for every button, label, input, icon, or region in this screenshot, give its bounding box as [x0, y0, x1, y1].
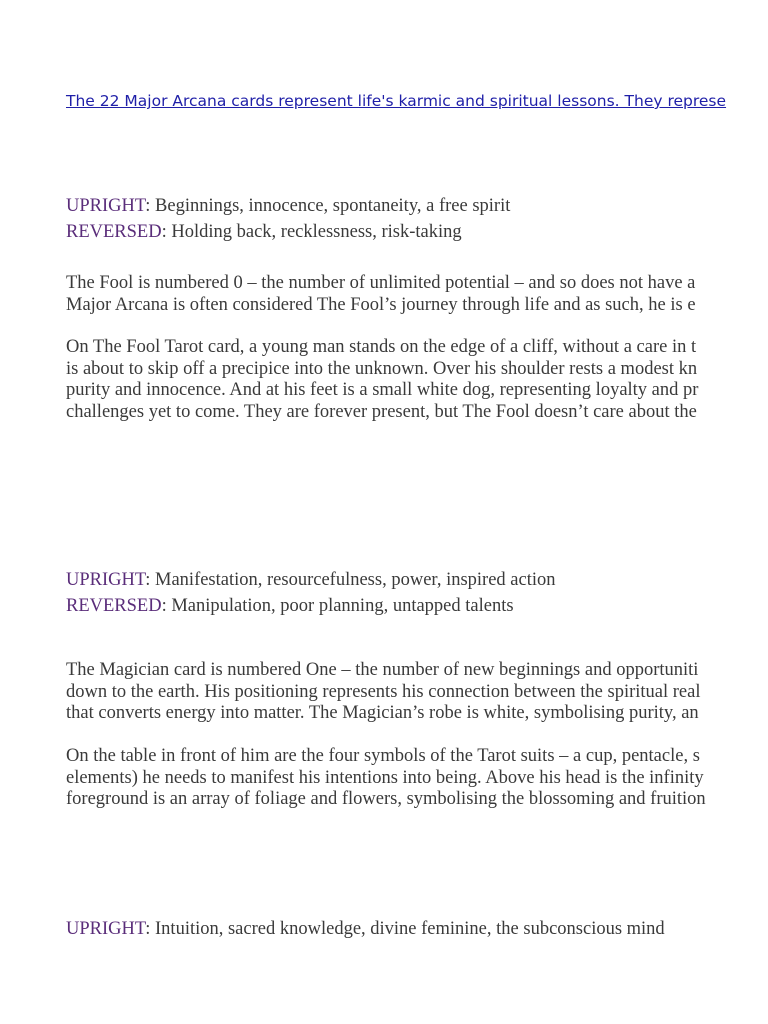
reversed-keywords: : Manipulation, poor planning, untapped talents	[161, 596, 514, 616]
upright-label: UPRIGHT	[66, 919, 146, 939]
reversed-label: REVERSED	[66, 222, 162, 242]
fool-upright-line	[66, 195, 510, 217]
upright-keywords: : Beginnings, innocence, spontaneity, a free spirit	[145, 196, 511, 216]
paragraph-line: challenges yet to come. They are forever present, but The Fool doesn’t care about the	[66, 401, 697, 422]
priestess-upright-line	[66, 918, 665, 940]
upright-keywords: : Intuition, sacred knowledge, divine feminine, the subconscious mind	[145, 919, 665, 939]
paragraph-line: that converts energy into matter. The Magician’s robe is white, symbolising purity, an	[66, 703, 699, 723]
paragraph-line: down to the earth. His positioning represents his connection between the spiritual real	[66, 681, 701, 702]
reversed-keywords: : Holding back, recklessness, risk-taking	[161, 222, 462, 242]
paragraph-line: On The Fool Tarot card, a young man stands on the edge of a cliff, without a care in t	[66, 337, 697, 357]
paragraph-line: On the table in front of him are the four symbols of the Tarot suits – a cup, pentacle, s	[66, 746, 700, 766]
fool-paragraph-1	[66, 273, 696, 316]
paragraph-line: is about to skip off a precipice into the unknown. Over his shoulder rests a modest kn	[66, 358, 698, 379]
fool-reversed-line	[66, 221, 462, 243]
upright-label: UPRIGHT	[66, 196, 146, 216]
magician-reversed-line	[66, 595, 514, 617]
paragraph-line: The Fool is numbered 0 – the number of unlimited potential – and so does not have a	[66, 273, 696, 293]
magician-paragraph-2	[66, 746, 706, 811]
paragraph-line: Major Arcana is often considered The Fool’s journey through life and as such, he is e	[66, 294, 696, 315]
magician-upright-line	[66, 569, 556, 591]
paragraph-line: elements) he needs to manifest his intentions into being. Above his head is the infinity	[66, 767, 704, 788]
upright-label: UPRIGHT	[66, 570, 146, 590]
magician-paragraph-1	[66, 660, 701, 725]
reversed-label: REVERSED	[66, 596, 162, 616]
intro-link[interactable]: The 22 Major Arcana cards represent life's karmic and spiritual lessons. They represe	[66, 92, 727, 110]
paragraph-line: foreground is an array of foliage and flowers, symbolising the blossoming and fruition	[66, 789, 706, 809]
paragraph-line: The Magician card is numbered One – the number of new beginnings and opportuniti	[66, 660, 699, 680]
upright-keywords: : Manifestation, resourcefulness, power, inspired action	[145, 570, 556, 590]
paragraph-line: purity and innocence. And at his feet is a small white dog, representing loyalty and pr	[66, 380, 699, 400]
fool-paragraph-2	[66, 337, 698, 423]
